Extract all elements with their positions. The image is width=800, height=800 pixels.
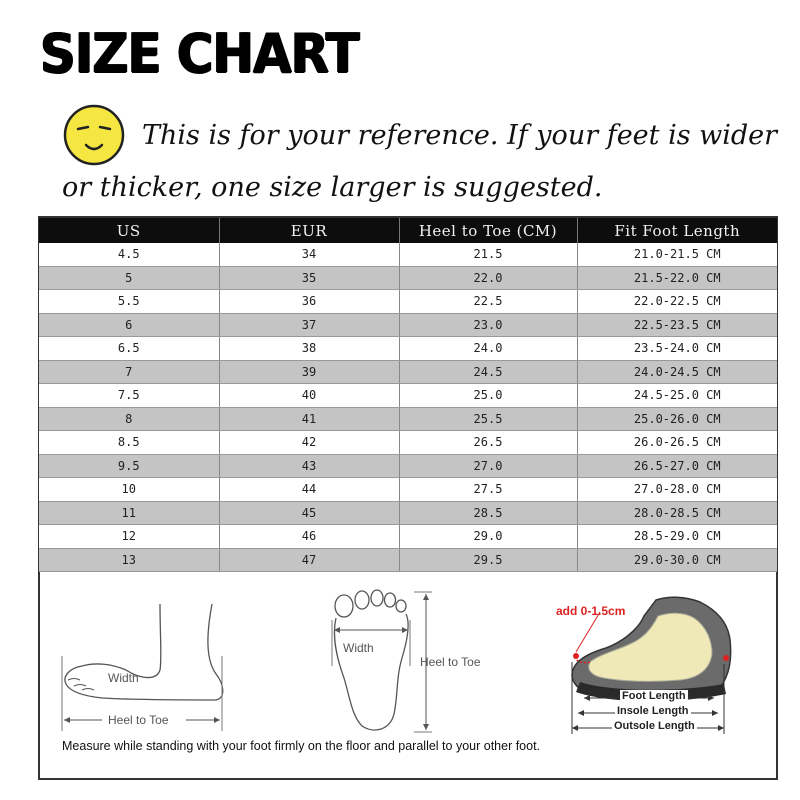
table-row — [39, 407, 777, 431]
table-row — [39, 525, 777, 549]
table-row — [39, 384, 777, 408]
cell-heel-to-toe: 21.5 — [399, 243, 577, 266]
cell-heel-to-toe: 27.0 — [399, 454, 577, 478]
cell-fit-foot-length: 24.5-25.0 CM — [577, 384, 777, 408]
cell-eur: 39 — [219, 360, 399, 384]
cell-us: 6 — [39, 313, 219, 337]
measure-instruction: Measure while standing with your foot firmly on the floor and parallel to your other foot. — [62, 739, 541, 753]
cell-eur: 37 — [219, 313, 399, 337]
cell-us: 6.5 — [39, 337, 219, 361]
cell-eur: 36 — [219, 290, 399, 314]
cell-fit-foot-length: 24.0-24.5 CM — [577, 360, 777, 384]
cell-heel-to-toe: 29.0 — [399, 525, 577, 549]
cell-heel-to-toe: 22.5 — [399, 290, 577, 314]
table-row — [39, 548, 777, 572]
cell-eur: 38 — [219, 337, 399, 361]
cell-heel-to-toe: 25.0 — [399, 384, 577, 408]
cell-us: 5.5 — [39, 290, 219, 314]
cell-eur: 40 — [219, 384, 399, 408]
table-row — [39, 266, 777, 290]
top-width-label: Width — [343, 641, 374, 655]
cell-us: 4.5 — [39, 243, 219, 266]
cell-us: 13 — [39, 548, 219, 572]
cell-eur: 45 — [219, 501, 399, 525]
table-header-row — [39, 218, 777, 243]
cell-heel-to-toe: 29.5 — [399, 548, 577, 572]
cell-us: 5 — [39, 266, 219, 290]
side-heel-to-toe-label: Heel to Toe — [108, 713, 169, 727]
cell-us: 9.5 — [39, 454, 219, 478]
cell-heel-to-toe: 24.5 — [399, 360, 577, 384]
cell-fit-foot-length: 27.0-28.0 CM — [577, 478, 777, 502]
table-row — [39, 360, 777, 384]
cell-heel-to-toe: 27.5 — [399, 478, 577, 502]
cell-us: 12 — [39, 525, 219, 549]
cell-heel-to-toe: 22.0 — [399, 266, 577, 290]
cell-heel-to-toe: 25.5 — [399, 407, 577, 431]
cell-fit-foot-length: 23.5-24.0 CM — [577, 337, 777, 361]
page-title: SIZE CHART — [40, 22, 359, 85]
cell-eur: 35 — [219, 266, 399, 290]
shoe-outsole-length-label: Outsole Length — [614, 720, 695, 732]
cell-fit-foot-length: 29.0-30.0 CM — [577, 548, 777, 572]
cell-fit-foot-length: 21.5-22.0 CM — [577, 266, 777, 290]
column-header-fit-foot-length: Fit Foot Length — [577, 218, 777, 243]
cell-fit-foot-length: 21.0-21.5 CM — [577, 243, 777, 266]
table-row — [39, 501, 777, 525]
cell-eur: 42 — [219, 431, 399, 455]
foot-side-view-diagram — [56, 596, 236, 731]
table-row — [39, 431, 777, 455]
shoe-add-label: add 0-1.5cm — [556, 604, 626, 618]
column-header-us: US — [39, 218, 219, 243]
cell-us: 8 — [39, 407, 219, 431]
cell-eur: 34 — [219, 243, 399, 266]
cell-heel-to-toe: 23.0 — [399, 313, 577, 337]
cell-us: 11 — [39, 501, 219, 525]
cell-eur: 41 — [219, 407, 399, 431]
cell-us: 7 — [39, 360, 219, 384]
cell-fit-foot-length: 22.5-23.5 CM — [577, 313, 777, 337]
table-row — [39, 313, 777, 337]
shoe-foot-length-label: Foot Length — [622, 690, 686, 702]
table-row — [39, 290, 777, 314]
cell-us: 8.5 — [39, 431, 219, 455]
cell-fit-foot-length: 28.5-29.0 CM — [577, 525, 777, 549]
table-row — [39, 243, 777, 266]
table-row — [39, 454, 777, 478]
cell-fit-foot-length: 28.0-28.5 CM — [577, 501, 777, 525]
cell-fit-foot-length: 26.5-27.0 CM — [577, 454, 777, 478]
side-width-label: Width — [108, 671, 139, 685]
cell-eur: 46 — [219, 525, 399, 549]
cell-eur: 43 — [219, 454, 399, 478]
cell-eur: 44 — [219, 478, 399, 502]
cell-fit-foot-length: 25.0-26.0 CM — [577, 407, 777, 431]
cell-heel-to-toe: 26.5 — [399, 431, 577, 455]
table-row — [39, 478, 777, 502]
cell-fit-foot-length: 22.0-22.5 CM — [577, 290, 777, 314]
reference-note: This is for your reference. If your feet is wider or thicker, one size larger is suggested. — [62, 120, 778, 203]
cell-fit-foot-length: 26.0-26.5 CM — [577, 431, 777, 455]
column-header-heel-to-toe: Heel to Toe (CM) — [399, 218, 577, 243]
cell-us: 7.5 — [39, 384, 219, 408]
size-table — [39, 218, 777, 572]
top-heel-to-toe-label: Heel to Toe — [420, 655, 481, 669]
cell-us: 10 — [39, 478, 219, 502]
table-row — [39, 337, 777, 361]
column-header-eur: EUR — [219, 218, 399, 243]
cell-heel-to-toe: 24.0 — [399, 337, 577, 361]
cell-heel-to-toe: 28.5 — [399, 501, 577, 525]
shoe-insole-length-label: Insole Length — [617, 705, 689, 717]
cell-eur: 47 — [219, 548, 399, 572]
